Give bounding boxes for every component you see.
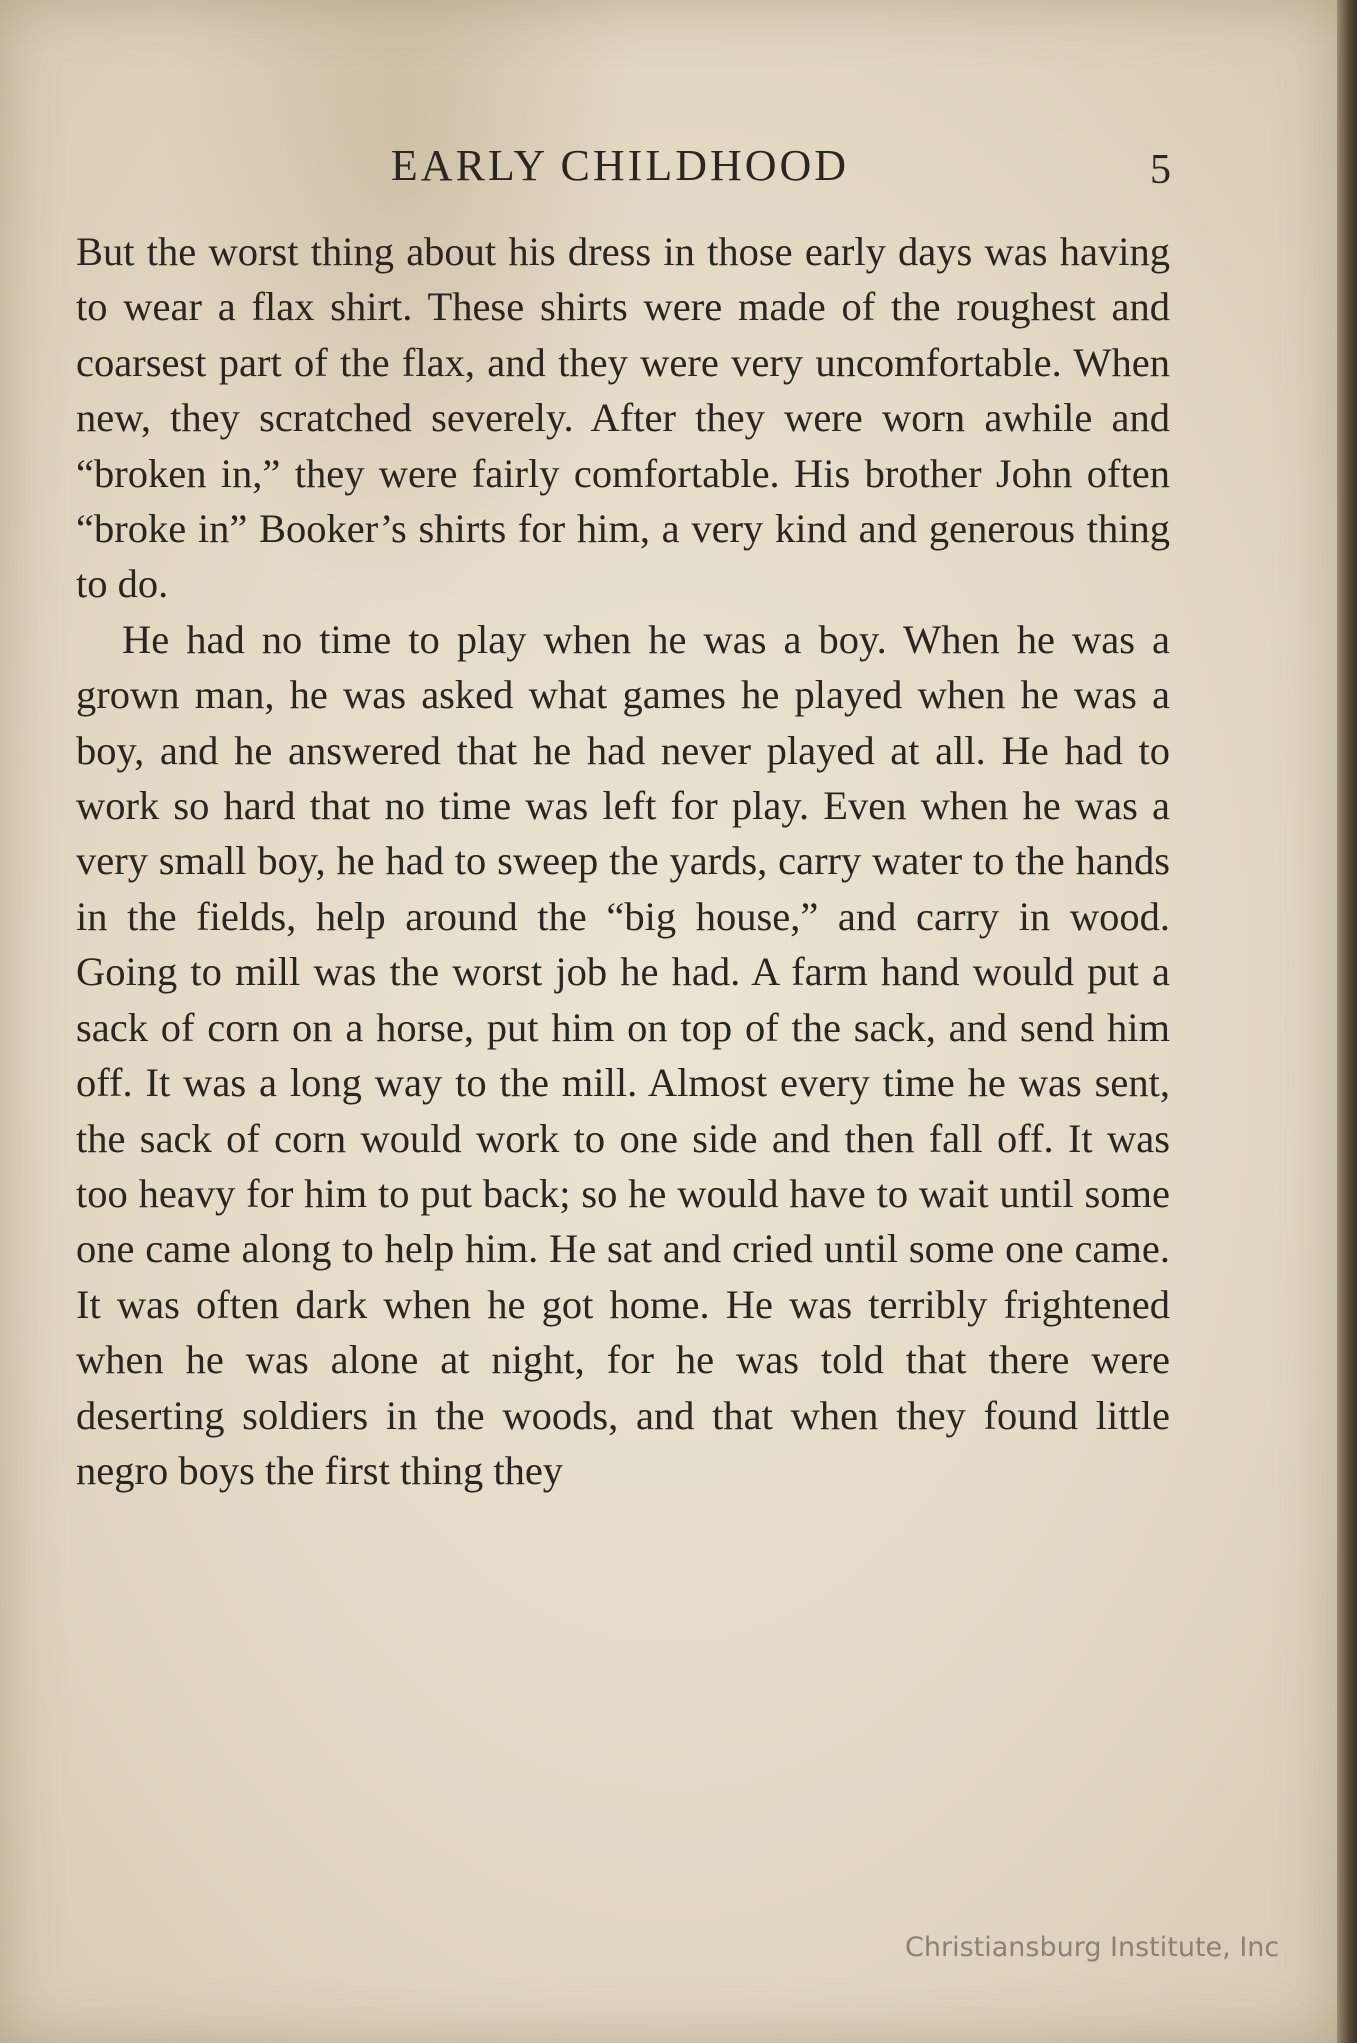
page-number: 5 <box>1150 147 1171 193</box>
book-spine-edge <box>1337 0 1357 2043</box>
paragraph-2: He had no time to play when he was a boy. When he was a grown man, he was asked what games he played when he was a boy, and he answered that he had never played at all. He had to work so hard that no time was left for play. Even when he was a very small boy, he had to sweep the yards, carry water to the hands in the fields, help around the “big house,” and carry in wood. Going to mill was the worst job he had. A farm hand would put a sack of corn on a horse, put him on top of the sack, and send him off. It was a long way to the mill. Almost every time he was sent, the sack of corn would work to one side and then fall off. It was too heavy for him to put back; so he would have to wait until some one came along to help him. He sat and cried until some one came. It was often dark when he got home. He was terribly frightened when he was alone at night, for he was told that there were deserting soldiers in the woods, and that when they found little negro boys the first thing they <box>76 616 1170 1493</box>
running-title: EARLY CHILDHOOD <box>390 141 850 190</box>
watermark: Christiansburg Institute, Inc <box>905 1932 1280 1963</box>
page-header <box>0 140 1337 200</box>
paragraph-1: But the worst thing about his dress in those early days was having to wear a flax shirt. These shirts were made of the roughest and coarsest part of the flax, and they were very uncomfortable. When new, they scratched severely. After they were worn awhile and “broken in,” they were fairly comfortable. His brother John often “broke in” Booker’s shirts for him, a very kind and generous thing to do. <box>76 229 1170 607</box>
body-text <box>76 224 1170 1498</box>
